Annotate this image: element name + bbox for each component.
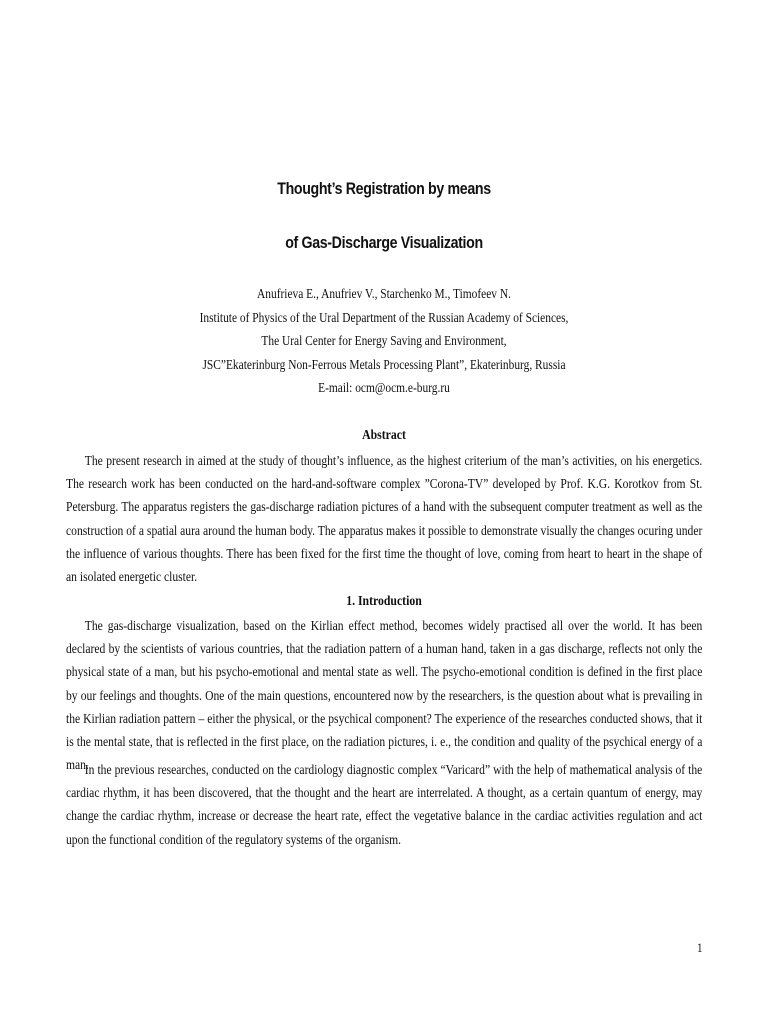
authors: Anufrieva E., Anufriev V., Starchenko M., Timofeev N.: [257, 286, 511, 301]
page-number: 1: [696, 940, 702, 955]
affiliation-plant: JSC”Ekaterinburg Non-Ferrous Metals Processing Plant”, Ekaterinburg, Russia: [202, 357, 566, 372]
introduction-heading: 1. Introduction: [346, 594, 422, 609]
abstract-heading: Abstract: [362, 428, 406, 443]
affiliation-center: The Ural Center for Energy Saving and Environment,: [261, 333, 507, 348]
affiliation-institute: Institute of Physics of the Ural Department of the Russian Academy of Sciences,: [199, 310, 569, 325]
introduction-paragraph-1: The gas-discharge visualization, based on the Kirlian effect method, becomes widely practised all over the world. It has been declared by the scientists of various countries, that the radiation pattern of a human hand, taken in a gas discharge, reflects not only the physical state of a man, but his psycho-emotional and mental state as well. The psycho-emotional condition is defined in the first place by our feelings and thoughts. One of the main questions, encountered now by the researchers, is the question about what is prevailing in the Kirlian radiation pattern – either the physical, or the psychical component? The experience of the researches conducted shows, that it is the mental state, that is reflected in the first place, on the radiation pictures, i. e., the condition and quality of the psychical energy of a man.: [66, 618, 703, 773]
abstract-text: The present research in aimed at the study of thought’s influence, as the highest criterium of the man’s activities, on his energetics. The research work has been conducted on the hard-and-software complex ”Corona-TV” developed by Prof. K.G. Korotkov from St. Petersburg. The apparatus registers the gas-discharge radiation pictures of a hand with the subsequent computer treatment as well as the construction of a spatial aura around the human body. The apparatus makes it possible to demonstrate visually the changes ocuring under the influence of various thoughts. There has been fixed for the first time the thought of love, coming from heart to heart in the shape of an isolated energetic cluster.: [66, 453, 703, 585]
introduction-paragraph-2: In the previous researches, conducted on the cardiology diagnostic complex “Varicard” with the help of mathematical analysis of the cardiac rhythm, it has been discovered, that the thought and the heart are interrelated. A thought, as a certain quantum of energy, may change the cardiac rhythm, increase or decrease the heart rate, effect the vegetative balance in the cardiac activities regulation and act upon the functional condition of the regulatory systems of the organism.: [66, 762, 703, 847]
paper-title-line-1: Thought’s Registration by means: [277, 180, 491, 198]
contact-email: E-mail: ocm@ocm.e-burg.ru: [318, 380, 450, 395]
paper-title-line-2: of Gas-Discharge Visualization: [285, 234, 483, 252]
